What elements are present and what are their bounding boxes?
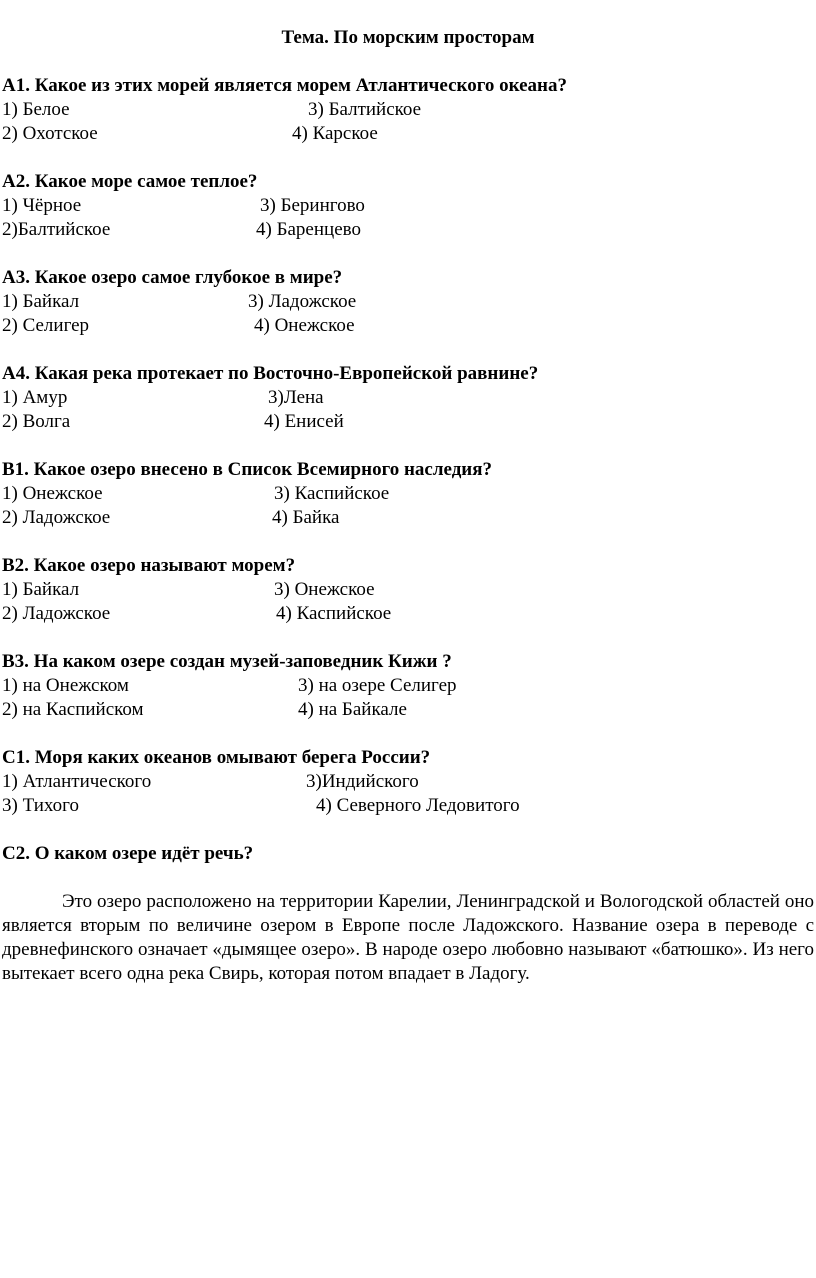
question-block-b2 [2,554,814,626]
answer-option-1: 1) на Онежском [2,675,129,696]
answer-option-4: 4) Северного Ледовитого [316,795,520,816]
options-row [2,698,814,722]
answer-option-4: 4) на Байкале [298,699,407,720]
answer-option-1: 1) Амур [2,387,68,408]
answer-option-1: 1) Белое [2,99,70,120]
question-block-a2 [2,170,814,242]
question-text: А4. Какая река протекает по Восточно-Европейской равнине? [2,363,539,384]
question-text: С1. Моря каких океанов омывают берега России? [2,747,431,768]
question-block-c2 [2,842,814,866]
options-row [2,506,814,530]
answer-option-3: 3) Каспийское [274,483,390,504]
answer-option-3: 3) Берингово [260,195,365,216]
question-text: А2. Какое море самое теплое? [2,171,258,192]
question-block-b1 [2,458,814,530]
answer-option-3: 3) Онежское [274,579,375,600]
question-text: В1. Какое озеро внесено в Список Всемирного наследия? [2,459,493,480]
answer-option-1: 1) Чёрное [2,195,82,216]
lake-description-paragraph: Это озеро расположено на территории Карелии, Ленинградской и Вологодской областей оно является вторым по величине озером в Европе после Ладожского. Название озера в переводе с древнефинского означает «дымящее озеро». В народе озеро любовно называют «батюшко». Из него вытекает всего одна река Свирь, которая потом впадает в Ладогу. [2,891,814,984]
options-row [2,122,814,146]
options-row [2,290,814,314]
answer-option-4: 4) Баренцево [256,219,361,240]
options-row [2,218,814,242]
answer-option-3: 3)Лена [268,387,324,408]
answer-option-2: 2)Балтийское [2,219,111,240]
answer-option-2: 2) Ладожское [2,603,111,624]
answer-option-4: 4) Байка [272,507,340,528]
answer-option-4: 4) Енисей [264,411,344,432]
options-row [2,602,814,626]
options-row [2,98,814,122]
options-row [2,194,814,218]
page-title: Тема. По морским просторам [281,27,535,48]
answer-option-3: 3) Ладожское [248,291,357,312]
answer-option-4: 4) Каспийское [276,603,392,624]
question-text: С2. О каком озере идёт речь? [2,843,254,864]
options-row [2,794,814,818]
answer-option-2: 2) Селигер [2,315,90,336]
answer-option-2: 2) Охотское [2,123,98,144]
answer-option-1: 1) Байкал [2,579,80,600]
answer-option-3b: 3) Тихого [2,795,79,816]
answer-option-1: 1) Байкал [2,291,80,312]
answer-option-2: 2) Ладожское [2,507,111,528]
answer-option-1: 1) Онежское [2,483,103,504]
options-row [2,410,814,434]
question-text: А3. Какое озеро самое глубокое в мире? [2,267,343,288]
question-block-a1 [2,74,814,146]
answer-option-1: 1) Атлантического [2,771,152,792]
options-row [2,482,814,506]
question-block-c1 [2,746,814,818]
answer-option-2: 2) на Каспийском [2,699,144,720]
answer-option-3: 3) на озере Селигер [298,675,457,696]
options-row [2,770,814,794]
question-text: А1. Какое из этих морей является морем Атлантического океана? [2,75,567,96]
answer-option-2: 2) Волга [2,411,71,432]
question-block-b3 [2,650,814,722]
question-text: В2. Какое озеро называют морем? [2,555,296,576]
options-row [2,314,814,338]
question-block-a3 [2,266,814,338]
answer-option-3: 3) Балтийское [308,99,422,120]
answer-option-4: 4) Онежское [254,315,355,336]
options-row [2,578,814,602]
question-text: В3. На каком озере создан музей-заповедник Кижи ? [2,651,452,672]
answer-option-4: 4) Карское [292,123,378,144]
answer-option-3: 3)Индийского [306,771,419,792]
question-block-a4 [2,362,814,434]
options-row [2,386,814,410]
options-row [2,674,814,698]
